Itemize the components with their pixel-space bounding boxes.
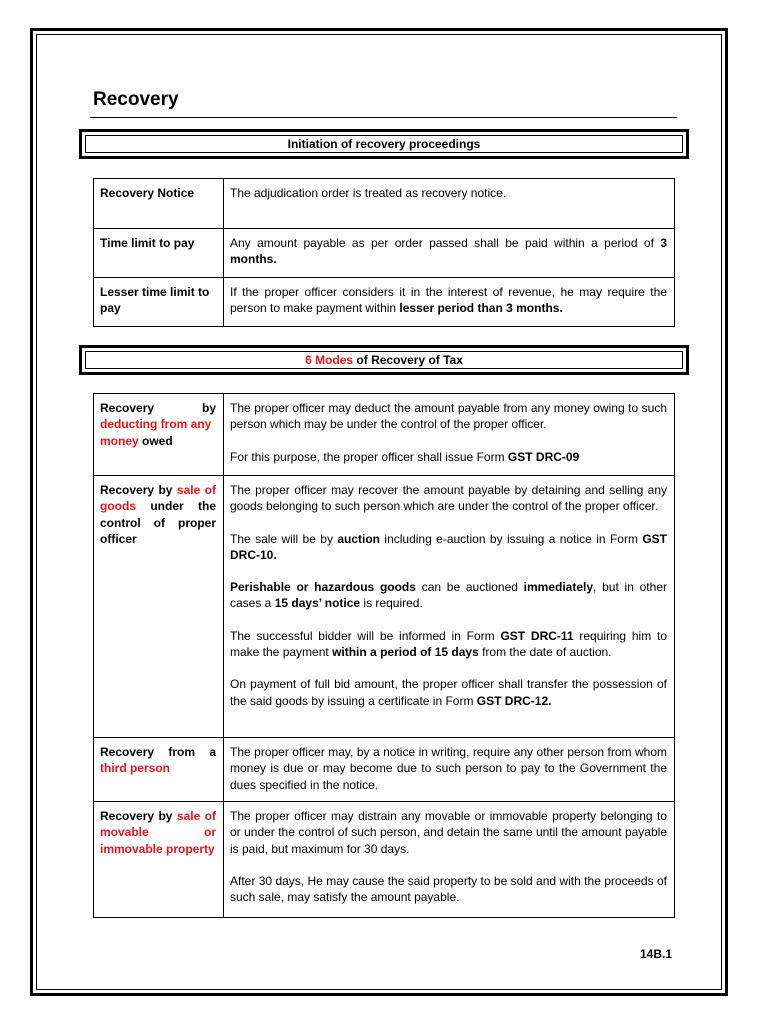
mode-label-sale-of-goods: Recovery by sale of goods under the control of proper officer (94, 476, 224, 738)
table-row (94, 738, 675, 802)
mode-text-sale-of-goods: The proper officer may recover the amount payable by detaining and selling any goods belonging to such person which are under the control of the proper officer. The sale will be by auction including e-auction by issuing a notice in Form GST DRC-10. Perishable or hazardous goods can be auctioned immediately, but in other cases a 15 days’ notice is required. The successful bidder will be informed in Form GST DRC-11 requiring him to make the payment within a period of 15 days from the date of auction. On payment of full bid amount, the proper officer shall transfer the possession of the said goods by issuing a certificate in Form GST DRC-12. (224, 476, 675, 738)
page-title: Recovery (93, 89, 179, 110)
table-row (94, 229, 675, 278)
mode-text-sale-of-property: The proper officer may distrain any movable or immovable property belonging to or under the control of such person, and detain the same until the amount payable is paid, but maximum for 30 days. After 30 days, He may cause the said property to be sold and with the proceeds of such sale, may satisfy the amount payable. (224, 802, 675, 918)
section-banner-modes (79, 345, 689, 375)
table-row (94, 394, 675, 476)
initiation-table (93, 178, 675, 327)
table-row (94, 476, 675, 738)
row-text: The adjudication order is treated as recovery notice. (224, 179, 675, 229)
mode-label-third-person: Recovery from a third person (94, 738, 224, 802)
page-number: 14B.1 (640, 947, 673, 961)
row-label: Recovery Notice (94, 179, 224, 229)
row-text: If the proper officer considers it in the interest of revenue, he may require the person to make payment within lesser period than 3 months. (224, 278, 675, 327)
row-label: Time limit to pay (94, 229, 224, 278)
mode-label-sale-of-property: Recovery by sale of movable or immovable property (94, 802, 224, 918)
section-banner-initiation (79, 129, 689, 159)
mode-text-third-person: The proper officer may, by a notice in writing, require any other person from whom money is due or may become due to such person to pay to the Government the dues specified in the notice. (224, 738, 675, 802)
mode-label-deduction: Recovery by deducting from any money owed (94, 394, 224, 476)
row-text: Any amount payable as per order passed shall be paid within a period of 3 months. (224, 229, 675, 278)
mode-text-deduction: The proper officer may deduct the amount payable from any money owing to such person which may be under the control of the proper officer. For this purpose, the proper officer shall issue Form GST DRC-09 (224, 394, 675, 476)
recovery-modes-table (93, 393, 675, 918)
section-heading-initiation: Initiation of recovery proceedings (85, 135, 683, 153)
row-label: Lesser time limit to pay (94, 278, 224, 327)
section-heading-modes: 6 Modes of Recovery of Tax (85, 351, 683, 369)
table-row (94, 179, 675, 229)
table-row (94, 802, 675, 918)
title-underline (90, 117, 677, 118)
table-row (94, 278, 675, 327)
